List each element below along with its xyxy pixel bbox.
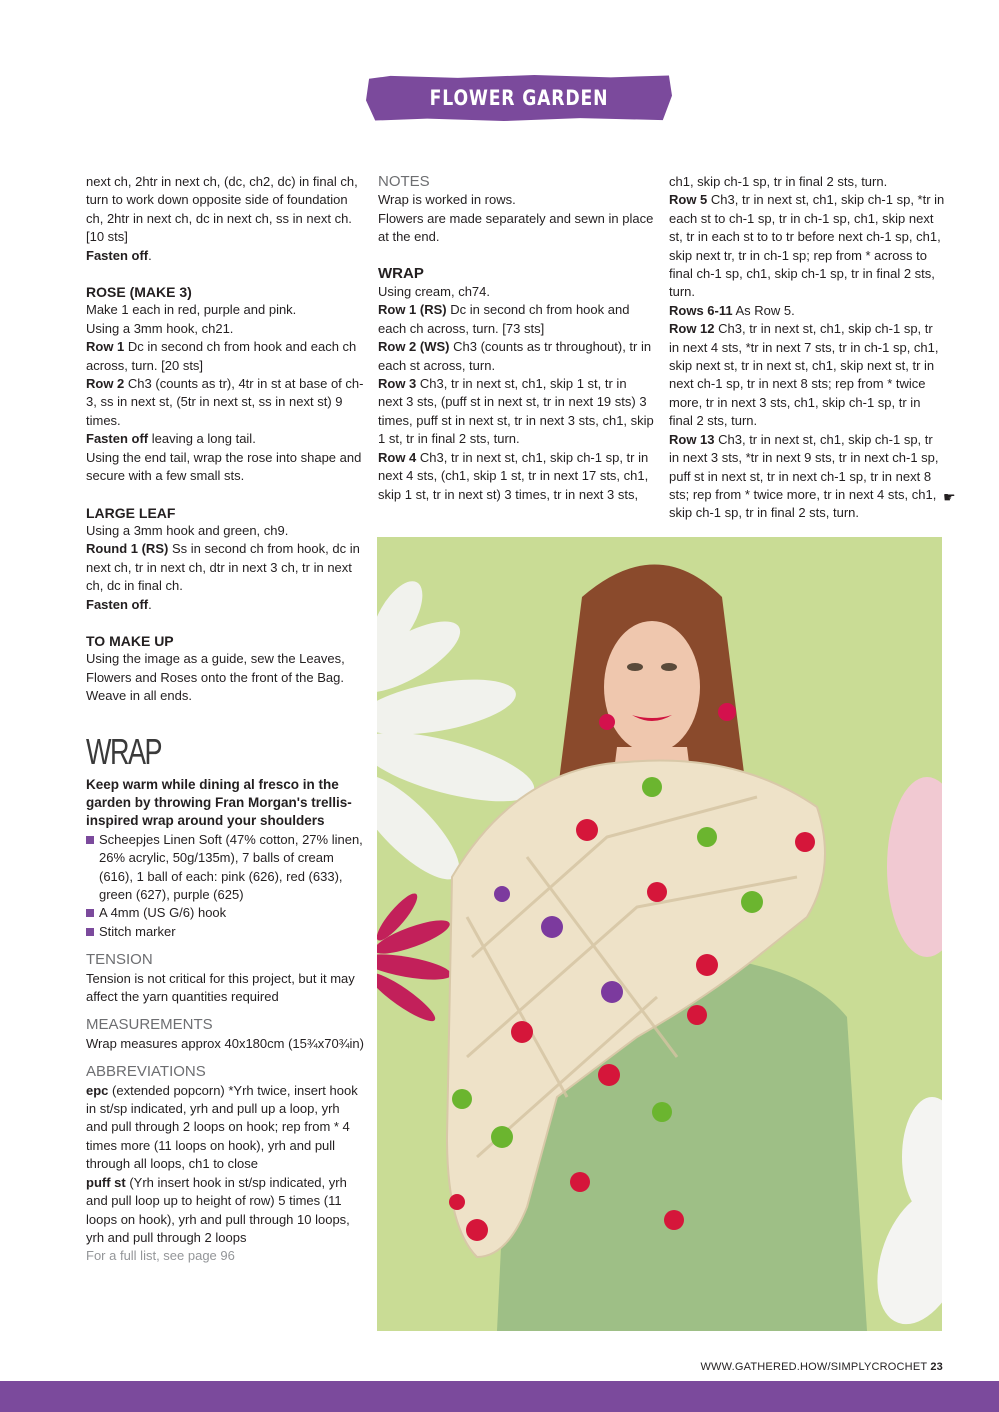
pattern-row: Row 5 Ch3, tr in next st, ch1, skip ch-1 sp, *tr in each st to ch-1 sp, tr in ch-1 sp, ch1, skip next st, tr in each st to to tr before next ch-1 sp, ch1, skip next tr, tr in ch-1 sp; rep from * across to final ch-1 sp, ch1, skip ch-1 sp, tr in final 2 sts, turn. [669, 192, 945, 300]
measurements-text: Wrap measures approx 40x180cm (15¾x70¾in) [86, 1035, 364, 1051]
abbreviations-heading: ABBREVIATIONS [86, 1063, 206, 1081]
abbreviation-epc: epc (extended popcorn) *Yrh twice, insert hook in st/sp indicated, yrh and pull up a loop, yrh and pull through 2 loops on hook; rep from * 4 times more (11 loops on hook), yrh and pull through all loops, ch1 to close [86, 1082, 358, 1172]
pattern-row: Row 4 Ch3, tr in next st, ch1, skip ch-1 sp, tr in next 4 sts, (ch1, skip 1 st, tr in next 17 sts, ch1, skip 1 st, tr in next st) 3 times, tr in next 3 sts, [378, 449, 649, 502]
pattern-text: Using the image as a guide, sew the Leaves, Flowers and Roses onto the front of the Bag. Weave in all ends. [86, 651, 345, 704]
project-intro: Keep warm while dining al fresco in the garden by throwing Fran Morgan's trellis-inspired wrap around your shoulders [86, 776, 352, 829]
wrap-photo-illustration [377, 537, 942, 1331]
pattern-text: next ch, 2htr in next ch, (dc, ch2, dc) in final ch, turn to work down opposite side of foundation ch, 2htr in next ch, dc in next ch, ss in next ch. [10 sts] [86, 174, 358, 245]
pattern-row: Row 12 Ch3, tr in next st, ch1, skip ch-1 sp, tr in next 4 sts, *tr in next 7 sts, tr in ch-1 sp, ch1, skip next st, tr in next st, ch1, skip next st, tr in next ch-1 sp, tr in next 8 sts; rep from * twice more, tr in next 3 sts, ch1, skip ch-1 sp, tr in final 2 sts, turn. [669, 321, 939, 429]
pattern-text: Make 1 each in red, purple and pink. [86, 302, 297, 318]
column-2 [378, 173, 654, 504]
collection-title: FLOWER GARDEN COLLECTION [429, 86, 609, 158]
tension-heading: TENSION [86, 951, 153, 969]
section-heading-leaf: LARGE LEAF [86, 504, 176, 521]
notes-text: Flowers are made separately and sewn in place at the end. [378, 210, 654, 245]
pattern-text: Using the end tail, wrap the rose into shape and secure with a few small sts. [86, 449, 362, 484]
pattern-row: Row 2 (WS) Ch3 (counts as tr throughout), tr in each st across, turn. [378, 339, 652, 373]
pointing-hand-icon: ☛ [943, 489, 956, 505]
tension-text: Tension is not critical for this project, but it may affect the yarn quantities required [86, 970, 355, 1005]
materials-item: Stitch marker [86, 923, 364, 941]
website-url: WWW.GATHERED.HOW/SIMPLYCROCHET [700, 1361, 928, 1373]
pattern-row: Round 1 (RS) Ss in second ch from hook, dc in next ch, tr in next ch, dtr in next 3 ch, tr in next ch, dc in final ch. [86, 541, 360, 594]
abbreviation-puff: puff st (Yrh insert hook in st/sp indicated, yrh and pull loop up to height of row) 5 times (11 loops on hook), yrh and pull through 10 loops, yrh and pull through 2 loops [86, 1174, 350, 1245]
column-1: next ch, 2htr in next ch, (dc, ch2, dc) in final ch, turn to work down opposite side of foundation ch, 2htr in next ch, dc in next ch, ss in next ch. [10 sts] Fasten off. ROSE (MAKE 3) Make 1 each in red, purple and pink. Using a 3mm hook, ch21. Row 1 Dc in second ch from hook and each ch across, turn. [20 sts] Row 2 Ch3 (counts as tr), 4tr in st at base of ch-3, ss in next st, (5tr in next st, ss in next st) 9 times. Fasten off leaving a long tail. Using the end tail, wrap the rose into shape and secure with a few small sts. LARGE LEAF Using a 3mm hook and green, ch9. Round 1 (RS) Ss in second ch from hook, dc in next ch, tr in next ch, dtr in next 3 ch, tr in next ch, dc in final ch. Fasten off. TO MAKE UP Using the image as a guide, sew the Leaves, Flowers and Roses onto the front of the Bag. Weave in all ends. WRAP Keep warm while dining al fresco in the garden by throwing Fran Morgan's trellis-inspired wrap around your shoulders Scheepjes Linen Soft (47% cotton, 27% linen, 26% acrylic, 50g/135m), 7 balls of cream (616), 1 ball of each: pink (626), red (633), green (627), purple (625) A 4mm (US G/6) hook Stitch marker TENSION Tension is not critical for this project, but it may affect the yarn quantities required MEASUREMENTS Wrap measures approx 40x180cm (15¾x70¾in) ABBREVIATIONS epc (extended popcorn) *Yrh twice, insert hook in st/sp indicated, yrh and pull up a loop, yrh and pull through 2 loops on hook; rep from * 4 times more (11 loops on hook), yrh and pull through all loops, ch1 to close puff st (Yrh insert hook in st/sp indicated, yrh and pull loop up to height of row) 5 times (11 loops on hook), yrh and pull through 10 loops, yrh and pull through 2 loops For a full list, see page 96 [86, 173, 364, 1266]
fasten-off: Fasten off [86, 596, 149, 612]
pattern-row: Fasten off leaving a long tail. [86, 431, 256, 447]
face [604, 621, 700, 753]
section-heading-makeup: TO MAKE UP [86, 632, 174, 649]
materials-item: Scheepjes Linen Soft (47% cotton, 27% linen, 26% acrylic, 50g/135m), 7 balls of cream (616), 1 ball of each: pink (626), red (633), green (627), purple (625) [86, 831, 364, 905]
measurements-heading: MEASUREMENTS [86, 1016, 213, 1034]
section-heading-rose: ROSE (MAKE 3) [86, 284, 192, 301]
notes-text: Wrap is worked in rows. [378, 192, 516, 208]
pattern-row: Row 13 Ch3, tr in next st, ch1, skip ch-1 sp, tr in next 3 sts, *tr in next 9 sts, tr in next ch-1 sp, puff st in next st, tr in next ch-1 sp, tr in next 8 sts; rep from * twice more, tr in next 4 sts, ch1, skip ch-1 sp, tr in final 2 sts, turn. [669, 431, 939, 521]
section-heading-wrap: WRAP [378, 264, 424, 282]
notes-heading: NOTES [378, 173, 430, 190]
pattern-row: Row 1 (RS) Dc in second ch from hook and each ch across, turn. [73 sts] [378, 302, 630, 336]
full-list-reference: For a full list, see page 96 [86, 1248, 235, 1264]
pattern-row: Row 2 Ch3 (counts as tr), 4tr in st at base of ch-3, ss in next st, (5tr in next st, ss in next st) 9 times. [86, 376, 364, 428]
pattern-row: Row 1 Dc in second ch from hook and each ch across, turn. [20 sts] [86, 339, 357, 373]
pattern-text: Using cream, ch74. [378, 284, 490, 300]
project-title: WRAP [86, 730, 161, 772]
model-photo [377, 537, 942, 1331]
footer-website [700, 1361, 943, 1373]
fasten-off: Fasten off [86, 247, 149, 263]
column-3 [669, 173, 945, 523]
materials-item: A 4mm (US G/6) hook [86, 904, 364, 922]
page-number: 23 [930, 1361, 943, 1373]
pattern-row: Row 3 Ch3, tr in next st, ch1, skip 1 st, tr in next 3 sts, (puff st in next st, tr in next 19 sts) 3 times, puff st in next st, tr in next 3 sts, ch1, skip 1 st, tr in final 2 sts, turn. [378, 376, 654, 447]
footer-bar [0, 1381, 999, 1412]
pattern-text: Using a 3mm hook and green, ch9. [86, 522, 289, 538]
pattern-text: ch1, skip ch-1 sp, tr in final 2 sts, turn. [669, 174, 888, 189]
pattern-text: Using a 3mm hook, ch21. [86, 320, 234, 336]
pattern-row: Rows 6-11 As Row 5. [669, 302, 795, 318]
